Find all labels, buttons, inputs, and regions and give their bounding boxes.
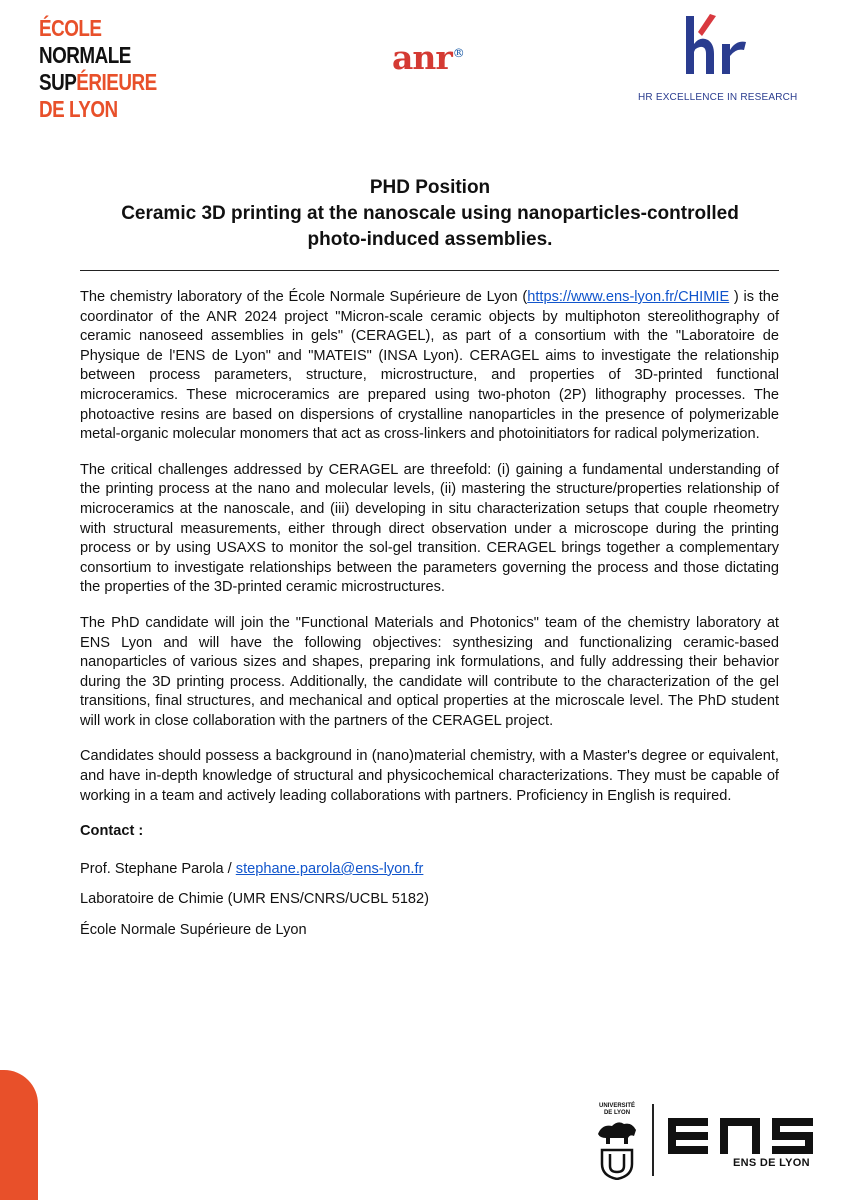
- title-line-1: PHD Position: [369, 177, 491, 198]
- footer-separator: [652, 1104, 654, 1176]
- ens-wordmark-icon: [668, 1118, 813, 1154]
- contact-lab: Laboratoire de Chimie (UMR ENS/CNRS/UCBL 5182): [80, 891, 430, 908]
- intro-text-end: ) is the coordinator of the ANR 2024 project "Micron-scale ceramic objects by multiphoton stereolithography of ceramic nanoseed assemblies in gels" (CERAGEL), as part of a consortium with the "Laboratoire de Physique de l'ENS de Lyon" and "MATEIS" (INSA Lyon). CERAGEL aims to investigate the relationship between process parameters, structure, microstructure, and properties of 3D-printed functional microceramics. These microceramics are prepared using two-photon (2P) lithography processes. The photoactive resins are based on dispersions of crystalline nanoparticles in the presence of polymerizable metal-organic molecular monomers that act as cross-linkers and photoinitiators for radical polymerization.: [80, 289, 779, 443]
- logo-line-ecole: ÉCOLE: [39, 15, 102, 41]
- page-title: [80, 175, 780, 253]
- chemistry-lab-link[interactable]: https://www.ens-lyon.fr/CHIMIE: [527, 289, 730, 305]
- title-line-3: photo-induced assemblies.: [307, 229, 553, 250]
- logo-line-normale: NORMALE: [39, 42, 131, 68]
- universite-de-lyon-lion-icon: [594, 1100, 640, 1180]
- contact-heading: Contact :: [80, 823, 144, 840]
- logo-line-delyon: DE LYON: [39, 96, 118, 122]
- title-divider: [80, 270, 779, 271]
- contact-person: [80, 860, 779, 880]
- paragraph-candidate-role: The PhD candidate will join the "Functional Materials and Photonics" team of the chemistry laboratory at ENS Lyon and will have the following objectives: synthesizing and functionalizing ceramic-based nanoparticles of various sizes and shapes, preparing ink formulations, and fully addressing their behavior during the 3D printing process. Additionally, the candidate will contribute to the characterization of the gel transitions, final structures, and mechanical and optical properties at the microscale level. The PhD student will work in close collaboration with the partners of the CERAGEL project.: [80, 614, 779, 729]
- main-content: [80, 288, 779, 952]
- anr-logo-text: anr: [392, 38, 452, 77]
- contact-school: École Normale Supérieure de Lyon: [80, 922, 307, 939]
- udl-caption-line-1: UNIVERSITÉ: [598, 1103, 635, 1109]
- udl-caption-line-2: DE LYON: [603, 1110, 631, 1116]
- ens-de-lyon-caption: ENS DE LYON: [733, 1157, 810, 1169]
- registered-icon: ®: [452, 46, 464, 60]
- contact-email-link[interactable]: stephane.parola@ens-lyon.fr: [235, 860, 424, 877]
- paragraph-intro: [80, 288, 779, 445]
- orange-corner-shape: [0, 1070, 38, 1200]
- hr-caption: HR EXCELLENCE IN RESEARCH: [638, 92, 798, 103]
- ens-lyon-logo: [39, 15, 157, 123]
- anr-logo: [392, 38, 464, 77]
- contact-name: Prof. Stephane Parola /: [80, 860, 236, 877]
- paragraph-challenges: The critical challenges addressed by CERAGEL are threefold: (i) gaining a fundamental understanding of the printing process at the nano and molecular levels, (ii) mastering the structure/properties relationship of microceramics at the nanoscale, and (iii) developing in situ characterization setups that couple rheometry with structural measurements, either through direct observation under a microscope during the printing process or by using USAXS to monitor the sol-gel transition. CERAGEL brings together a complementary consortium to investigate relationships between the parameters governing the process and those dictating the properties of the 3D-printed ceramic microstructures.: [80, 461, 779, 596]
- intro-text-start: The chemistry laboratory of the École Normale Supérieure de Lyon (: [80, 289, 528, 305]
- paragraph-requirements: Candidates should possess a background in (nano)material chemistry, with a Master's degree or equivalent, and have in-depth knowledge of structural and physicochemical characterizations. They must be capable of working in a team and actively leading collaborations with partners. Proficiency in English is required.: [80, 748, 779, 804]
- title-line-2: Ceramic 3D printing at the nanoscale using nanoparticles-controlled: [121, 203, 739, 224]
- logo-line-superieure: SUPÉRIEURE: [39, 69, 157, 95]
